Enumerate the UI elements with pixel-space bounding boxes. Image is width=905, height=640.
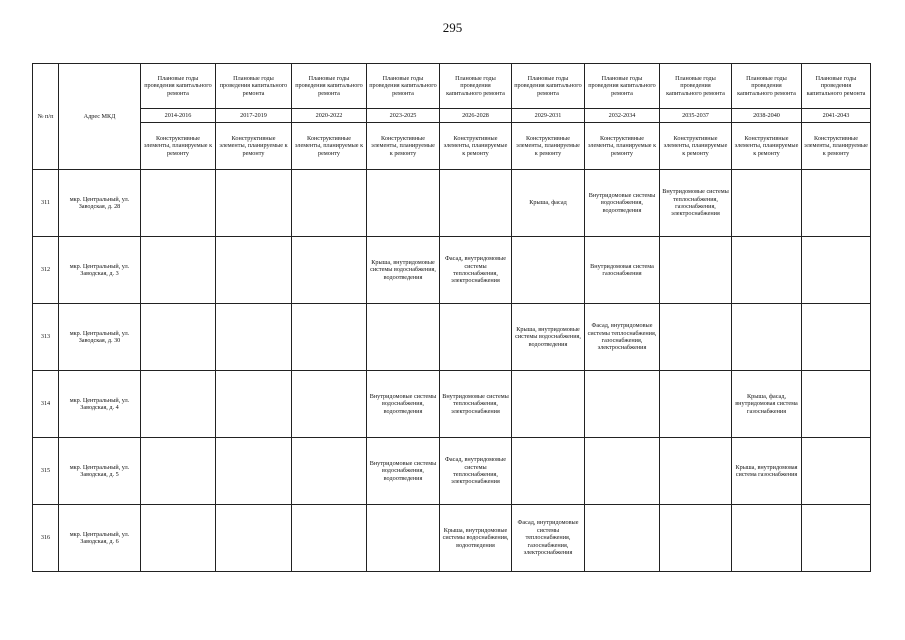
- header-address: Адрес МКД: [59, 64, 141, 170]
- table-cell: Фасад, внутридомовые системы теплоснабжения, газоснабжения, электроснабжения: [512, 505, 585, 572]
- table-cell: [292, 304, 367, 371]
- header-subtitle: Конструктивные элементы, планируемые к ремонту: [440, 123, 512, 170]
- table-cell: Крыша, внутридомовые системы водоснабжения, водоотведения: [440, 505, 512, 572]
- table-cell: [660, 304, 732, 371]
- table-cell: Фасад, внутридомовые системы теплоснабжения, электроснабжения: [440, 438, 512, 505]
- table-cell: [292, 371, 367, 438]
- header-subtitle: Конструктивные элементы, планируемые к ремонту: [660, 123, 732, 170]
- table-cell: Фасад, внутридомовые системы теплоснабжения, электроснабжения: [440, 237, 512, 304]
- table-cell: [216, 438, 292, 505]
- table-cell: [141, 237, 216, 304]
- row-address: мкр. Центральный, ул. Заводская, д. 4: [59, 371, 141, 438]
- page-number: 295: [442, 20, 463, 35]
- header-period: 2038-2040: [732, 109, 802, 123]
- table-cell: [440, 304, 512, 371]
- header-title: Плановые годы проведения капитального ремонта: [660, 64, 732, 109]
- table-cell: [292, 237, 367, 304]
- row-address: мкр. Центральный, ул. Заводская, д. 30: [59, 304, 141, 371]
- row-address: мкр. Центральный, ул. Заводская, д. 6: [59, 505, 141, 572]
- row-address: мкр. Центральный, ул. Заводская, д. 5: [59, 438, 141, 505]
- table-cell: Внутридомовые системы водоснабжения, водоотведения: [367, 438, 440, 505]
- row-number: 313: [33, 304, 59, 371]
- table-cell: [585, 438, 660, 505]
- header-title: Плановые годы проведения капитального ремонта: [802, 64, 871, 109]
- table-cell: Крыша, внутридомовая система газоснабжения: [732, 438, 802, 505]
- table-cell: [367, 304, 440, 371]
- table-cell: [141, 304, 216, 371]
- table-cell: [802, 505, 871, 572]
- table-cell: [141, 505, 216, 572]
- header-period: 2041-2043: [802, 109, 871, 123]
- header-subtitle: Конструктивные элементы, планируемые к ремонту: [141, 123, 216, 170]
- header-title: Плановые годы проведения капитального ремонта: [141, 64, 216, 109]
- header-subtitle: Конструктивные элементы, планируемые к ремонту: [802, 123, 871, 170]
- table-cell: [660, 438, 732, 505]
- table-row: [33, 304, 871, 371]
- table-cell: Крыша, внутридомовые системы водоснабжения, водоотведения: [512, 304, 585, 371]
- row-number: 312: [33, 237, 59, 304]
- table-cell: [732, 170, 802, 237]
- table-cell: [802, 304, 871, 371]
- header-subtitle: Конструктивные элементы, планируемые к ремонту: [216, 123, 292, 170]
- table-cell: [802, 237, 871, 304]
- table-cell: Внутридомовые системы теплоснабжения, газоснабжения, электроснабжения: [660, 170, 732, 237]
- table-cell: Внутридомовые системы водоснабжения, водоотведения: [367, 371, 440, 438]
- table-cell: [585, 371, 660, 438]
- table-cell: Фасад, внутридомовые системы теплоснабжения, газоснабжения, электроснабжения: [585, 304, 660, 371]
- table-cell: [367, 170, 440, 237]
- row-number: 315: [33, 438, 59, 505]
- header-title: Плановые годы проведения капитального ремонта: [732, 64, 802, 109]
- header-period: 2017-2019: [216, 109, 292, 123]
- table-cell: [732, 304, 802, 371]
- table-cell: [802, 438, 871, 505]
- header-title: Плановые годы проведения капитального ремонта: [440, 64, 512, 109]
- table-row: [33, 237, 871, 304]
- table-cell: [216, 304, 292, 371]
- table-cell: [216, 505, 292, 572]
- table-cell: [802, 371, 871, 438]
- table-row: [33, 438, 871, 505]
- row-address: мкр. Центральный, ул. Заводская, д. 28: [59, 170, 141, 237]
- table-cell: [292, 170, 367, 237]
- table-cell: [292, 438, 367, 505]
- table-cell: [512, 438, 585, 505]
- header-period: 2023-2025: [367, 109, 440, 123]
- header-period: 2026-2028: [440, 109, 512, 123]
- table-cell: [732, 237, 802, 304]
- table-cell: [585, 505, 660, 572]
- header-subtitle: Конструктивные элементы, планируемые к ремонту: [367, 123, 440, 170]
- table-cell: [660, 505, 732, 572]
- header-title: Плановые годы проведения капитального ремонта: [585, 64, 660, 109]
- header-period: 2014-2016: [141, 109, 216, 123]
- capital-repair-table: [32, 63, 871, 572]
- table-cell: [367, 505, 440, 572]
- header-title: Плановые годы проведения капитального ремонта: [367, 64, 440, 109]
- table-cell: [660, 237, 732, 304]
- table-cell: [660, 371, 732, 438]
- table-row: [33, 505, 871, 572]
- table-row: [33, 371, 871, 438]
- table-cell: [440, 170, 512, 237]
- header-title: Плановые годы проведения капитального ремонта: [512, 64, 585, 109]
- table-cell: [292, 505, 367, 572]
- table-cell: [216, 371, 292, 438]
- table-cell: Внутридомовая система газоснабжения: [585, 237, 660, 304]
- header-title: Плановые годы проведения капитального ремонта: [216, 64, 292, 109]
- table-row: [33, 170, 871, 237]
- table-cell: Крыша, внутридомовые системы водоснабжения, водоотведения: [367, 237, 440, 304]
- table-cell: [512, 237, 585, 304]
- table-cell: Крыша, фасад, внутридомовая система газоснабжения: [732, 371, 802, 438]
- header-period: 2032-2034: [585, 109, 660, 123]
- table-cell: [802, 170, 871, 237]
- header-num: № п/п: [33, 64, 59, 170]
- header-title: Плановые годы проведения капитального ремонта: [292, 64, 367, 109]
- table-cell: [512, 371, 585, 438]
- header-period: 2035-2037: [660, 109, 732, 123]
- header-subtitle: Конструктивные элементы, планируемые к ремонту: [512, 123, 585, 170]
- header-subtitle: Конструктивные элементы, планируемые к ремонту: [732, 123, 802, 170]
- table-cell: [141, 170, 216, 237]
- header-period: 2020-2022: [292, 109, 367, 123]
- table-cell: [141, 371, 216, 438]
- header-period: 2029-2031: [512, 109, 585, 123]
- table-cell: [141, 438, 216, 505]
- table-cell: Внутридомовые системы водоснабжения, водоотведения: [585, 170, 660, 237]
- table-cell: Внутридомовые системы теплоснабжения, электроснабжения: [440, 371, 512, 438]
- row-number: 316: [33, 505, 59, 572]
- header-subtitle: Конструктивные элементы, планируемые к ремонту: [292, 123, 367, 170]
- table-cell: [216, 170, 292, 237]
- table-cell: [216, 237, 292, 304]
- row-number: 314: [33, 371, 59, 438]
- header-subtitle: Конструктивные элементы, планируемые к ремонту: [585, 123, 660, 170]
- table-cell: [732, 505, 802, 572]
- table-cell: Крыша, фасад: [512, 170, 585, 237]
- row-address: мкр. Центральный, ул. Заводская, д. 3: [59, 237, 141, 304]
- row-number: 311: [33, 170, 59, 237]
